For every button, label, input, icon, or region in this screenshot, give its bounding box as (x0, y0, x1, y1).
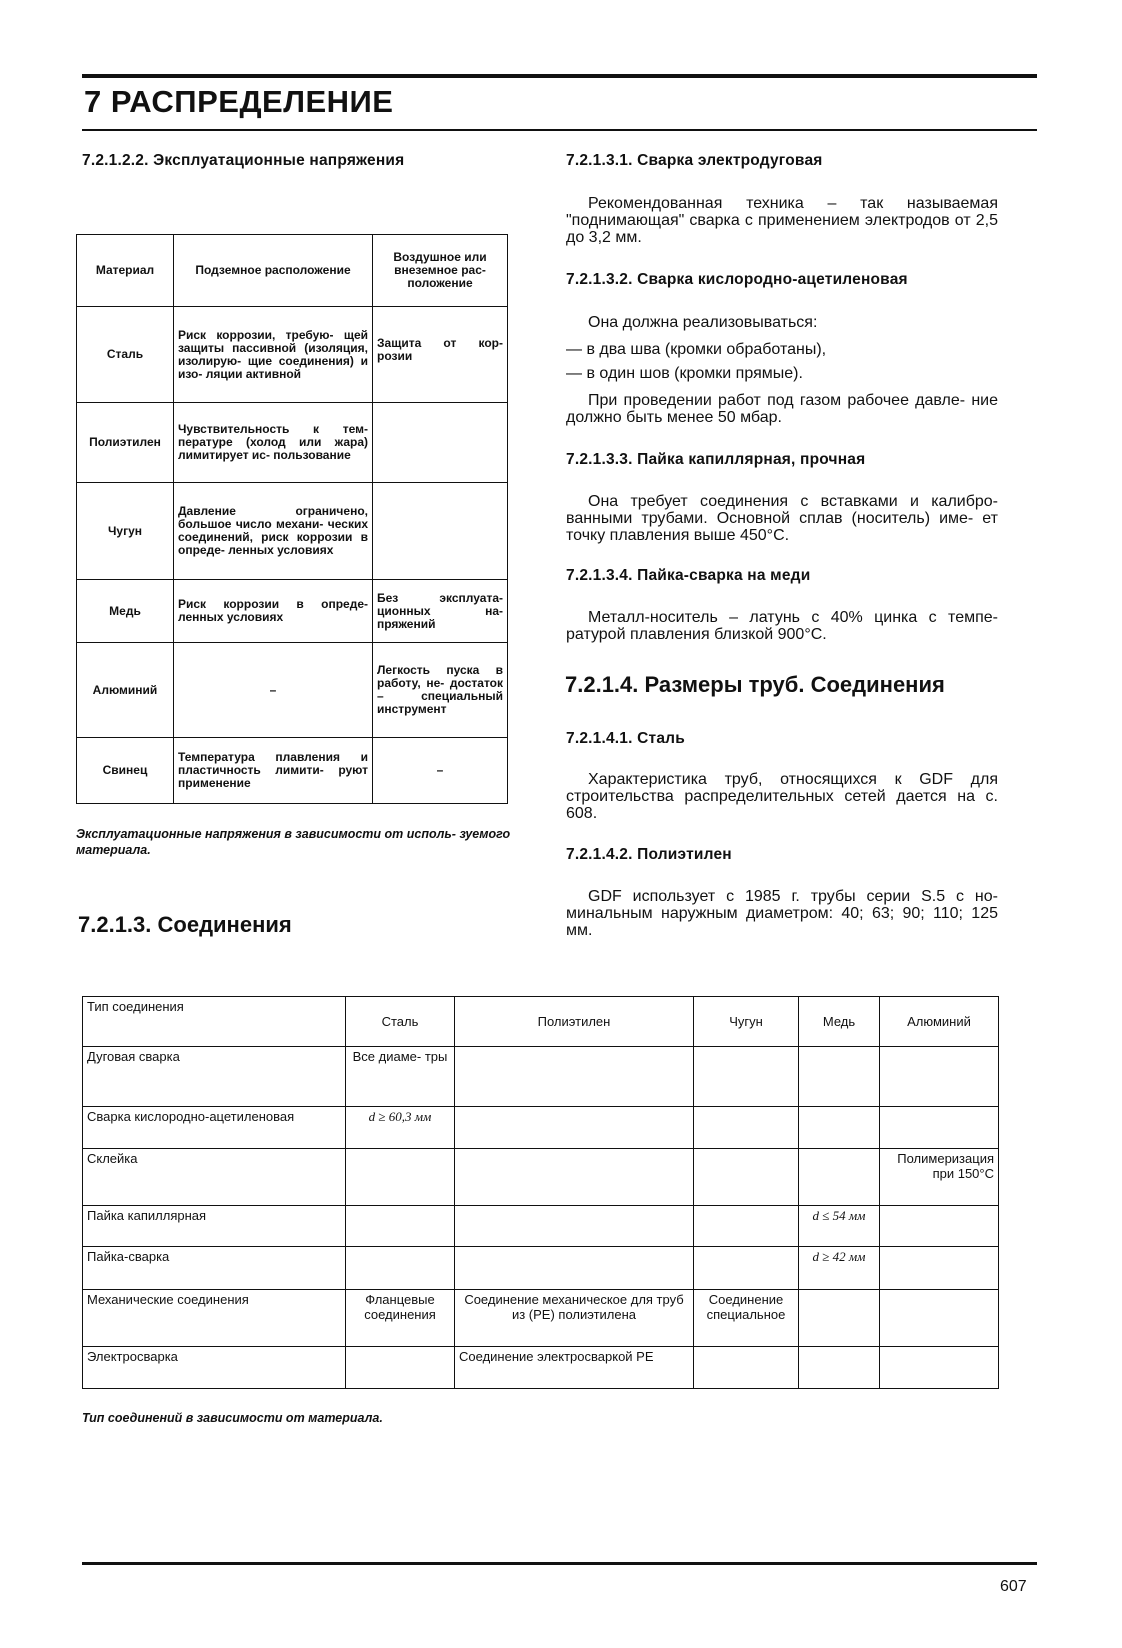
paragraph-arc-welding: Рекомендованная техника – так называемая "поднимающая" сварка с применением электродов от 2,5 до 3,2 мм. (566, 195, 998, 246)
table-cell: d ≤ 54 мм (799, 1206, 880, 1247)
table-row (77, 580, 508, 643)
section-title-operating-stresses: 7.2.1.2.2. Эксплуатационные напряжения (82, 152, 405, 169)
table-cell (455, 1047, 694, 1107)
table-cell: d ≥ 60,3 мм (346, 1107, 455, 1149)
table-cell (799, 1047, 880, 1107)
table-header-cell: Сталь (346, 997, 455, 1047)
table-cell (880, 1347, 999, 1389)
table-cell: Дуговая сварка (83, 1047, 346, 1107)
section-title-steel: 7.2.1.4.1. Сталь (566, 730, 685, 747)
chapter-title: 7 РАСПРЕДЕЛЕНИЕ (84, 84, 394, 119)
table-header-cell: Тип соединения (83, 997, 346, 1047)
table-header-cell: Медь (799, 997, 880, 1047)
table-cell (455, 1206, 694, 1247)
table-cell: Без эксплуата- ционных на- пряжений (373, 580, 508, 643)
table-header-cell: Полиэтилен (455, 997, 694, 1047)
table-cell (694, 1347, 799, 1389)
table-cell (694, 1047, 799, 1107)
section-title-pipe-sizes: 7.2.1.4. Размеры труб. Соединения (565, 672, 945, 697)
header-rule-bottom (82, 129, 1037, 131)
table-cell: Легкость пуска в работу, не- достаток – специальный инструмент (373, 643, 508, 738)
table-cell: Риск коррозии в опреде- ленных условиях (174, 580, 373, 643)
table-cell: Риск коррозии, требую- щей защиты пассивной (изоляция, изолирую- щие соединения) и изо- ляции активной (174, 307, 373, 403)
table-cell: Давление ограничено, большое число механи- ческих соединений, риск коррозии в опреде- ленных условиях (174, 483, 373, 580)
operating-stresses-table (76, 234, 508, 804)
connection-types-table (82, 996, 999, 1389)
table-cell: Соединение механическое для труб из (РЕ) полиэтилена (455, 1290, 694, 1347)
table-cell: Сварка кислородно-ацетиленовая (83, 1107, 346, 1149)
table-cell (373, 483, 508, 580)
table-cell (880, 1247, 999, 1290)
table-cell: Алюминий (77, 643, 174, 738)
table-cell (694, 1149, 799, 1206)
table-cell: Пайка капиллярная (83, 1206, 346, 1247)
table-cell (694, 1206, 799, 1247)
header-rule-top (82, 74, 1037, 78)
table-cell (346, 1149, 455, 1206)
footer-rule (82, 1562, 1037, 1565)
page-number: 607 (1000, 1578, 1027, 1595)
table-cell: Полимеризация при 150°С (880, 1149, 999, 1206)
table-row (83, 1047, 999, 1107)
table-row (83, 1206, 999, 1247)
table-row (83, 1290, 999, 1347)
table-cell (880, 1047, 999, 1107)
table-cell (880, 1290, 999, 1347)
table-cell (346, 1347, 455, 1389)
table-cell (694, 1107, 799, 1149)
table-cell (694, 1247, 799, 1290)
table-cell (455, 1107, 694, 1149)
table-cell (346, 1206, 455, 1247)
table-cell (880, 1107, 999, 1149)
table-cell (799, 1290, 880, 1347)
table-cell (346, 1247, 455, 1290)
table-cell: Механические соединения (83, 1290, 346, 1347)
paragraph-polyethylene: GDF использует с 1985 г. трубы серии S.5 с но- минальным наружным диаметром: 40; 63; 90; 110; 125 мм. (566, 888, 998, 939)
table-row (77, 643, 508, 738)
table-cell (799, 1149, 880, 1206)
table-cell: Соединение электросваркой РЕ (455, 1347, 694, 1389)
table-row (83, 1149, 999, 1206)
table2-caption: Тип соединений в зависимости от материала. (82, 1411, 383, 1425)
table-cell (799, 1347, 880, 1389)
table1-caption: Эксплуатационные напряжения в зависимости от исполь- зуемого материала. (76, 827, 511, 857)
table-cell: – (174, 643, 373, 738)
table-cell (455, 1149, 694, 1206)
section-title-polyethylene: 7.2.1.4.2. Полиэтилен (566, 846, 732, 863)
table-cell: d ≥ 42 мм (799, 1247, 880, 1290)
table-cell: Соединение специальное (694, 1290, 799, 1347)
section-title-connections: 7.2.1.3. Соединения (78, 912, 292, 937)
section-title-arc-welding: 7.2.1.3.1. Сварка электродуговая (566, 152, 823, 169)
table-cell: Пайка-сварка (83, 1247, 346, 1290)
section-title-oxy-welding: 7.2.1.3.2. Сварка кислородно-ацетиленовая (566, 271, 908, 288)
paragraph-steel: Характеристика труб, относящихся к GDF для строительства распределительных сетей дается на с. 608. (566, 771, 998, 822)
table-header-cell: Воздушное или внеземное рас- положение (373, 235, 508, 307)
section-title-capillary-soldering: 7.2.1.3.3. Пайка капиллярная, прочная (566, 451, 866, 468)
table-cell: Полиэтилен (77, 403, 174, 483)
table-cell: Чувствительность к тем- пературе (холод или жара) лимитирует ис- пользование (174, 403, 373, 483)
table-header-cell: Алюминий (880, 997, 999, 1047)
table-row (77, 307, 508, 403)
table-header-cell: Чугун (694, 997, 799, 1047)
paragraph-gas-pressure: При проведении работ под газом рабочее давле- ние должно быть менее 50 мбар. (566, 392, 998, 426)
section-title-braze-welding: 7.2.1.3.4. Пайка-сварка на меди (566, 567, 811, 584)
table-cell (880, 1206, 999, 1247)
list-item-one-seam: — в один шов (кромки прямые). (566, 365, 803, 382)
table-cell: Все диаме- тры (346, 1047, 455, 1107)
table-row (77, 483, 508, 580)
table-cell: Медь (77, 580, 174, 643)
table-cell: Защита от кор- розии (373, 307, 508, 403)
table-row (83, 1347, 999, 1389)
table-cell: Свинец (77, 738, 174, 804)
table-row (77, 738, 508, 804)
table-cell: Сталь (77, 307, 174, 403)
table-row (83, 1107, 999, 1149)
paragraph-capillary-soldering: Она требует соединения с вставками и калибро- ванными трубами. Основной сплав (носитель) име- ет точку плавления выше 450°С. (566, 493, 998, 544)
table-cell (455, 1247, 694, 1290)
table-header-cell: Подземное расположение (174, 235, 373, 307)
table-header-row (77, 235, 508, 307)
table-cell: – (373, 738, 508, 804)
paragraph-oxy-welding-intro: Она должна реализовываться: (588, 314, 818, 331)
table-cell: Фланцевые соединения (346, 1290, 455, 1347)
table-cell: Склейка (83, 1149, 346, 1206)
table-row (83, 1247, 999, 1290)
table-header-cell: Материал (77, 235, 174, 307)
table-header-row (83, 997, 999, 1047)
list-item-two-seams: — в два шва (кромки обработаны), (566, 341, 827, 358)
table-row (77, 403, 508, 483)
table-cell: Чугун (77, 483, 174, 580)
table-cell: Температура плавления и пластичность лимити- руют применение (174, 738, 373, 804)
table-cell (373, 403, 508, 483)
paragraph-braze-welding: Металл-носитель – латунь с 40% цинка с темпе- ратурой плавления близкой 900°С. (566, 609, 998, 643)
table-cell: Электросварка (83, 1347, 346, 1389)
table-cell (799, 1107, 880, 1149)
